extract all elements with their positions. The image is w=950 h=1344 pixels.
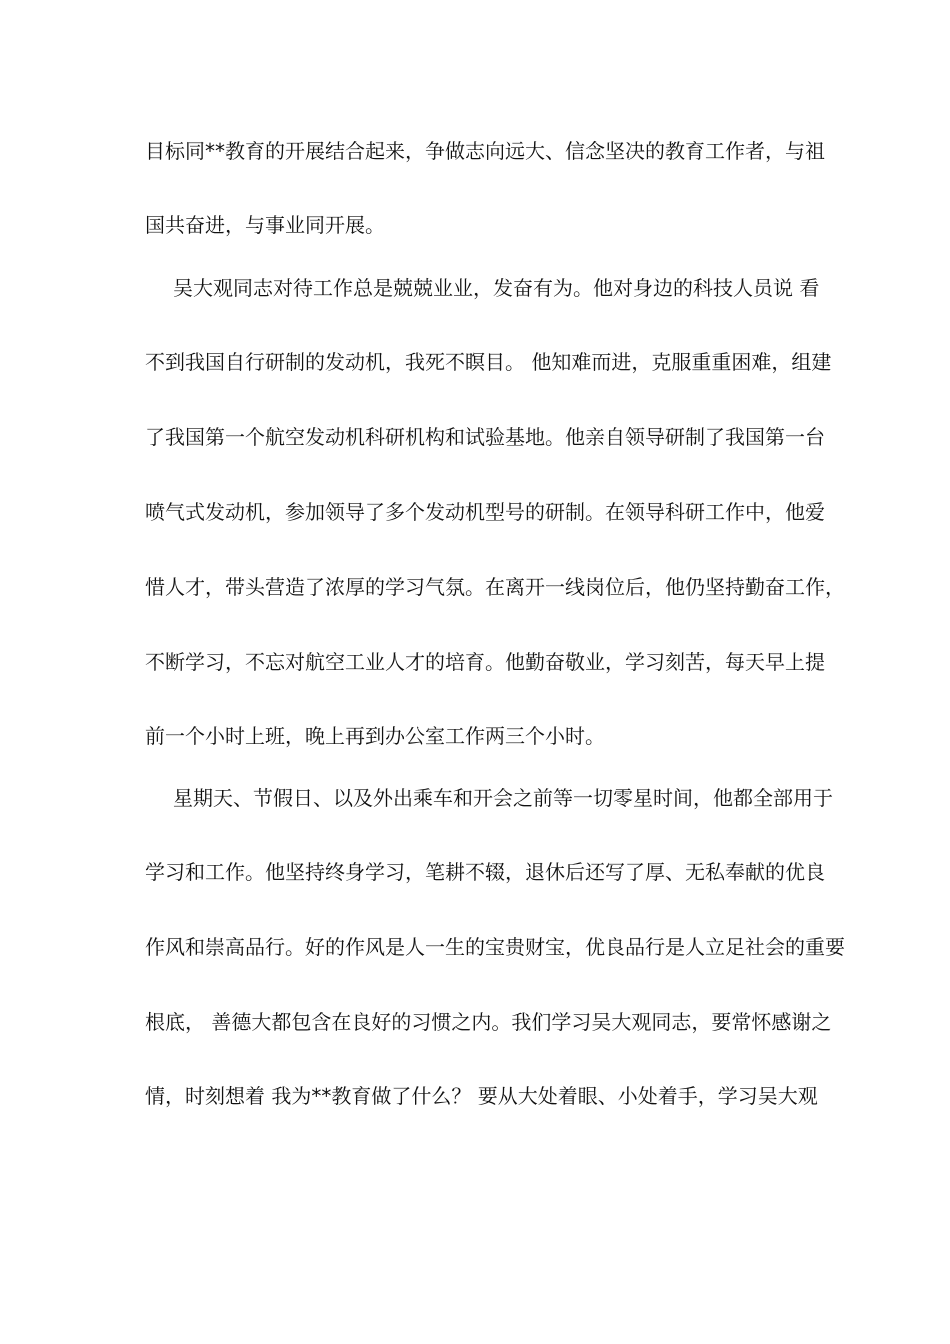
text-line: 了我国第一个航空发动机科研机构和试验基地。他亲自领导研制了我国第一台 [145, 425, 825, 449]
text-line: 喷气式发动机，参加领导了多个发动机型号的研制。在领导科研工作中，他爱 [145, 500, 825, 524]
text-line: 情，时刻想着 我为**教育做了什么？ 要从大处着眼、小处着手，学习吴大观 [145, 1084, 818, 1108]
text-line: 国共奋进，与事业同开展。 [145, 213, 385, 237]
paragraph-start-line: 吴大观同志对待工作总是兢兢业业，发奋有为。他对身边的科技人员说 看 [173, 276, 820, 300]
paragraph-start-line: 星期天、节假日、以及外出乘车和开会之前等一切零星时间，他都全部用于 [173, 786, 833, 810]
text-line: 不到我国自行研制的发动机，我死不瞑目。 他知难而进，克服重重困难，组建 [145, 350, 832, 374]
text-line: 前一个小时上班，晚上再到办公室工作两三个小时。 [145, 724, 605, 748]
text-line: 学习和工作。他坚持终身学习，笔耕不辍，退休后还写了厚、无私奉献的优良 [145, 860, 825, 884]
text-line: 不断学习，不忘对航空工业人才的培育。他勤奋敬业，学习刻苦，每天早上提 [145, 650, 825, 674]
text-line: 惜人才，带头营造了浓厚的学习气氛。在离开一线岗位后，他仍坚持勤奋工作， [145, 575, 845, 599]
text-line: 目标同**教育的开展结合起来，争做志向远大、信念坚决的教育工作者，与祖 [145, 139, 825, 163]
text-line: 根底， 善德大都包含在良好的习惯之内。我们学习吴大观同志，要常怀感谢之 [145, 1010, 832, 1034]
text-line: 作风和崇高品行。好的作风是人一生的宝贵财宝，优良品行是人立足社会的重要 [145, 935, 845, 959]
